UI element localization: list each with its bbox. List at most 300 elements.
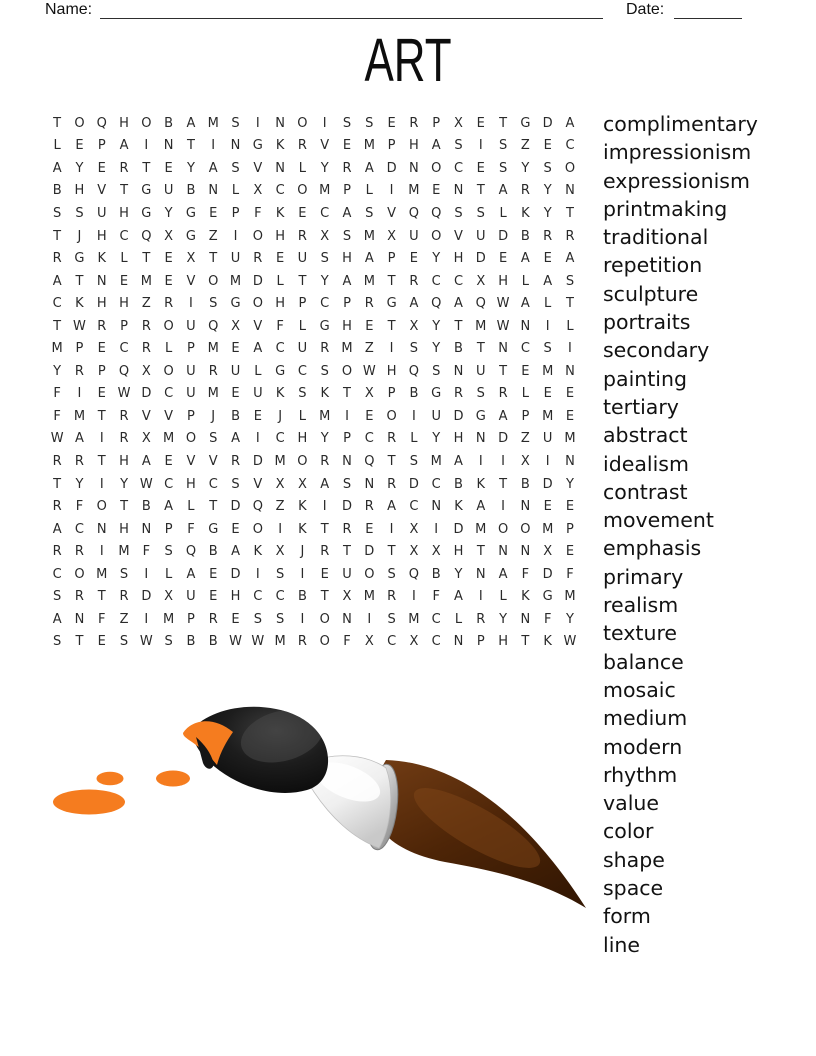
grid-letter-r16c2: R [74, 453, 84, 469]
grid-letter-r17c7: H [186, 476, 196, 492]
grid-letter-r23c19: L [454, 611, 463, 627]
grid-letter-r20c23: X [543, 544, 553, 560]
grid-letter-r19c14: R [342, 521, 352, 537]
grid-letter-r6c5: Q [141, 228, 152, 244]
grid-letter-r18c4: T [120, 499, 129, 515]
grid-letter-r1c14: S [342, 115, 352, 131]
grid-letter-r9c6: R [164, 296, 174, 312]
grid-letter-r22c22: K [521, 589, 530, 605]
grid-letter-r16c24: N [565, 453, 575, 469]
grid-letter-r23c23: F [543, 611, 552, 627]
grid-letter-r11c4: C [119, 341, 129, 357]
grid-letter-r17c6: C [164, 476, 174, 492]
grid-letter-r10c1: T [53, 318, 62, 334]
grid-letter-r6c11: H [275, 228, 285, 244]
grid-letter-r15c20: N [475, 431, 486, 447]
grid-letter-r3c18: O [431, 160, 442, 176]
grid-letter-r9c8: S [209, 296, 218, 312]
grid-letter-r13c15: X [364, 386, 374, 402]
grid-letter-r9c16: G [386, 296, 397, 312]
grid-letter-r19c23: M [542, 521, 554, 537]
grid-letter-r24c9: W [229, 634, 242, 650]
grid-letter-r7c12: U [297, 251, 308, 267]
grid-letter-r19c3: N [96, 521, 107, 537]
grid-letter-r6c8: Z [208, 228, 218, 244]
grid-letter-r1c1: T [53, 115, 62, 131]
grid-letter-r21c6: L [165, 566, 173, 582]
grid-letter-r8c4: E [119, 273, 129, 289]
grid-letter-r8c23: A [543, 273, 553, 289]
grid-letter-r21c7: A [186, 566, 196, 582]
grid-letter-r23c12: I [300, 611, 305, 627]
grid-letter-r17c23: D [542, 476, 553, 492]
word-list-item: traditional [603, 225, 709, 250]
grid-letter-r15c2: A [74, 431, 84, 447]
grid-letter-r17c24: Y [566, 476, 574, 492]
grid-letter-r7c24: A [565, 251, 575, 267]
grid-letter-r1c16: E [387, 115, 396, 131]
grid-letter-r5c6: Y [164, 205, 173, 221]
grid-letter-r24c3: E [97, 634, 106, 650]
grid-letter-r23c2: N [74, 611, 85, 627]
grid-letter-r21c16: S [387, 566, 396, 582]
grid-letter-r24c6: S [164, 634, 173, 650]
grid-letter-r15c7: O [185, 431, 197, 447]
grid-letter-r7c23: E [543, 251, 552, 267]
date-blank-line [674, 18, 742, 19]
grid-letter-r11c9: E [231, 341, 240, 357]
grid-letter-r7c19: H [453, 251, 464, 267]
grid-letter-r8c8: O [208, 273, 219, 289]
grid-letter-r20c10: K [253, 544, 263, 560]
grid-letter-r5c10: F [254, 205, 262, 221]
grid-letter-r2c13: V [320, 138, 330, 154]
grid-letter-r24c11: M [274, 634, 286, 650]
grid-letter-r10c3: R [97, 318, 107, 334]
grid-letter-r23c9: E [231, 611, 240, 627]
grid-letter-r8c16: T [387, 273, 396, 289]
grid-letter-r11c22: C [520, 341, 530, 357]
grid-letter-r12c1: Y [53, 363, 62, 379]
grid-letter-r11c21: N [498, 341, 508, 357]
grid-letter-r2c4: A [119, 138, 129, 154]
word-list-item: tertiary [603, 394, 679, 419]
grid-letter-r19c4: H [119, 521, 129, 537]
grid-letter-r18c19: K [454, 499, 463, 515]
grid-letter-r21c9: D [230, 566, 241, 582]
grid-letter-r5c1: S [53, 205, 62, 221]
grid-letter-r23c22: N [520, 611, 531, 627]
grid-letter-r12c24: N [565, 363, 575, 379]
grid-letter-r17c16: R [387, 476, 397, 492]
grid-letter-r23c17: M [408, 611, 420, 627]
grid-letter-r10c23: I [545, 318, 550, 334]
grid-letter-r8c6: E [164, 273, 173, 289]
grid-letter-r4c22: R [520, 183, 530, 199]
grid-letter-r22c12: B [297, 589, 307, 605]
grid-letter-r16c18: M [430, 453, 442, 469]
grid-letter-r14c22: P [521, 408, 530, 424]
grid-letter-r3c9: S [231, 160, 240, 176]
grid-letter-r2c20: I [478, 138, 483, 154]
grid-letter-r12c8: R [208, 363, 218, 379]
grid-letter-r20c9: A [231, 544, 240, 560]
grid-letter-r15c19: H [453, 431, 464, 447]
grid-letter-r6c12: R [297, 228, 307, 244]
grid-letter-r24c20: P [476, 634, 485, 650]
grid-letter-r14c12: L [298, 408, 307, 424]
grid-letter-r22c9: H [230, 589, 241, 605]
grid-letter-r12c7: U [186, 363, 196, 379]
word-list-item: abstract [603, 423, 688, 448]
grid-letter-r2c14: E [342, 138, 352, 154]
grid-letter-r19c2: C [74, 521, 84, 537]
word-list-item: line [603, 932, 640, 957]
grid-letter-r17c15: N [364, 476, 375, 492]
grid-letter-r15c5: X [141, 431, 151, 447]
grid-letter-r6c24: R [565, 228, 575, 244]
word-list-item: mosaic [603, 677, 676, 702]
grid-letter-r13c9: E [231, 386, 240, 402]
word-list-item: painting [603, 366, 688, 391]
grid-letter-r12c9: U [230, 363, 241, 379]
grid-letter-r8c14: A [342, 273, 352, 289]
grid-letter-r15c11: C [275, 431, 285, 447]
grid-letter-r17c2: Y [75, 476, 84, 492]
grid-letter-r14c2: M [73, 408, 86, 424]
grid-letter-r23c18: C [431, 611, 441, 627]
grid-letter-r19c18: I [434, 521, 439, 537]
grid-letter-r17c22: B [520, 476, 530, 492]
grid-letter-r24c17: X [409, 634, 419, 650]
grid-letter-r24c21: H [498, 634, 508, 650]
grid-letter-r21c11: S [275, 566, 285, 582]
grid-letter-r16c21: I [501, 453, 505, 469]
grid-letter-r7c22: A [520, 251, 530, 267]
grid-letter-r4c8: N [208, 183, 219, 199]
grid-letter-r3c21: S [498, 160, 508, 176]
grid-letter-r13c16: P [387, 386, 396, 402]
grid-letter-r21c3: M [96, 566, 108, 582]
grid-letter-r13c7: U [186, 386, 196, 402]
word-list-item: expressionism [603, 168, 750, 193]
grid-letter-r8c18: C [431, 273, 441, 289]
grid-letter-r2c2: E [75, 138, 84, 154]
grid-letter-r16c12: O [297, 453, 308, 469]
grid-letter-r1c13: I [322, 115, 327, 131]
grid-letter-r2c10: G [252, 138, 263, 154]
grid-letter-r5c7: G [185, 205, 196, 221]
grid-letter-r1c12: O [297, 115, 308, 131]
grid-letter-r13c5: D [141, 386, 152, 402]
grid-letter-r15c22: Z [520, 431, 530, 447]
grid-letter-r8c3: N [96, 273, 107, 289]
grid-letter-r3c5: T [142, 160, 151, 176]
grid-letter-r8c22: L [521, 273, 529, 289]
grid-letter-r19c9: E [231, 521, 240, 537]
grid-letter-r17c12: X [297, 476, 307, 492]
grid-letter-r7c6: E [164, 251, 173, 267]
grid-letter-r20c16: T [387, 544, 396, 560]
grid-letter-r21c19: Y [454, 566, 463, 582]
grid-letter-r14c13: M [319, 408, 331, 424]
grid-letter-r24c14: F [343, 634, 351, 650]
grid-letter-r15c17: L [410, 431, 418, 447]
grid-letter-r1c19: X [454, 115, 463, 131]
grid-letter-r21c20: N [475, 566, 486, 582]
grid-letter-r19c15: E [365, 521, 374, 537]
grid-letter-r10c2: W [73, 318, 86, 334]
grid-letter-r5c3: U [96, 205, 107, 221]
grid-letter-r16c1: R [52, 453, 62, 469]
grid-letter-r22c7: U [186, 589, 196, 605]
grid-letter-r22c20: I [478, 589, 483, 605]
grid-letter-r9c12: P [298, 296, 307, 312]
grid-letter-r9c3: H [96, 296, 107, 312]
grid-letter-r17c8: C [208, 476, 218, 492]
grid-letter-r14c18: U [431, 408, 441, 424]
grid-letter-r21c23: D [542, 566, 553, 582]
grid-letter-r16c14: N [342, 453, 352, 469]
grid-letter-r3c12: L [298, 160, 307, 176]
grid-letter-r2c17: H [409, 138, 419, 154]
grid-letter-r7c9: U [230, 251, 241, 267]
grid-letter-r19c13: T [320, 521, 329, 537]
letter-grid [46, 112, 581, 653]
grid-letter-r18c6: A [164, 499, 174, 515]
word-list-item: contrast [603, 479, 688, 504]
grid-letter-r4c14: P [343, 183, 351, 199]
grid-letter-r15c1: W [50, 431, 64, 447]
grid-letter-r21c13: E [320, 566, 329, 582]
grid-letter-r20c14: T [343, 544, 351, 560]
grid-letter-r12c3: P [97, 363, 106, 379]
grid-letter-r2c8: I [211, 138, 216, 154]
grid-letter-r15c8: S [209, 431, 218, 447]
grid-letter-r16c8: V [208, 453, 218, 469]
grid-letter-r19c21: O [497, 521, 509, 537]
grid-letter-r14c7: P [187, 408, 195, 424]
grid-letter-r5c18: Q [431, 205, 442, 221]
word-list-item: repetition [603, 253, 703, 278]
grid-letter-r2c23: E [543, 138, 552, 154]
grid-letter-r8c24: S [565, 273, 575, 289]
grid-letter-r10c24: L [566, 318, 574, 334]
grid-letter-r2c11: K [275, 138, 285, 154]
grid-letter-r22c23: G [542, 589, 553, 605]
grid-letter-r3c10: V [253, 160, 263, 176]
grid-letter-r24c13: O [319, 634, 330, 650]
grid-letter-r17c14: S [342, 476, 352, 492]
grid-letter-r16c3: T [97, 453, 106, 469]
grid-letter-r14c16: O [386, 408, 397, 424]
grid-letter-r24c16: C [387, 634, 397, 650]
grid-letter-r21c24: F [566, 566, 574, 582]
grid-letter-r15c6: M [163, 431, 175, 447]
grid-letter-r15c23: U [542, 431, 553, 447]
grid-letter-r17c9: S [231, 476, 240, 492]
grid-letter-r20c3: I [99, 544, 104, 560]
grid-letter-r9c19: A [454, 296, 463, 312]
grid-letter-r12c2: R [74, 363, 84, 379]
grid-letter-r22c6: X [164, 589, 174, 605]
grid-letter-r21c15: O [364, 566, 375, 582]
grid-letter-r5c17: Q [408, 205, 420, 221]
grid-letter-r7c1: R [52, 251, 62, 267]
grid-letter-r11c12: U [297, 341, 308, 357]
grid-letter-r3c24: O [564, 160, 576, 176]
grid-letter-r4c21: A [498, 183, 508, 199]
grid-letter-r4c4: T [120, 183, 129, 199]
grid-letter-r18c22: N [520, 499, 531, 515]
grid-letter-r6c3: H [96, 228, 107, 244]
grid-letter-r14c1: F [53, 408, 61, 424]
grid-letter-r24c2: T [75, 634, 84, 650]
grid-letter-r24c18: C [431, 634, 441, 650]
grid-letter-r21c8: E [209, 566, 218, 582]
grid-letter-r21c10: I [255, 566, 260, 582]
grid-letter-r3c2: Y [75, 160, 84, 176]
grid-letter-r16c7: V [186, 453, 196, 469]
grid-letter-r20c12: J [300, 544, 305, 560]
grid-letter-r12c19: N [453, 363, 464, 379]
grid-letter-r17c5: W [139, 476, 153, 492]
grid-letter-r23c1: A [52, 611, 62, 627]
grid-letter-r11c6: L [165, 341, 173, 357]
grid-letter-r4c10: X [253, 183, 263, 199]
grid-letter-r5c2: S [75, 205, 84, 221]
grid-letter-r12c14: O [341, 363, 353, 379]
grid-letter-r21c1: C [52, 566, 62, 582]
grid-letter-r10c18: Y [432, 318, 441, 334]
grid-letter-r9c21: W [496, 296, 510, 312]
grid-letter-r13c6: C [164, 386, 174, 402]
grid-letter-r6c18: O [431, 228, 442, 244]
grid-letter-r24c10: W [251, 634, 265, 650]
grid-letter-r15c16: R [387, 431, 397, 447]
grid-letter-r22c2: R [74, 589, 84, 605]
grid-letter-r8c19: C [453, 273, 464, 289]
grid-letter-r8c20: X [476, 273, 486, 289]
grid-letter-r10c19: T [454, 318, 463, 334]
grid-letter-r11c7: P [187, 341, 195, 357]
grid-letter-r6c14: S [342, 228, 352, 244]
word-list-item: medium [603, 706, 688, 731]
grid-letter-r2c24: C [565, 138, 575, 154]
grid-letter-r6c4: C [119, 228, 129, 244]
grid-letter-r22c4: R [119, 589, 129, 605]
grid-letter-r11c18: Y [432, 341, 441, 357]
grid-letter-r5c14: A [342, 205, 352, 221]
grid-letter-r10c21: W [496, 318, 510, 334]
grid-letter-r23c8: R [208, 611, 218, 627]
grid-letter-r2c5: I [144, 138, 149, 154]
grid-letter-r3c14: R [342, 160, 352, 176]
grid-letter-r16c23: I [545, 453, 550, 469]
grid-letter-r15c21: D [498, 431, 509, 447]
grid-letter-r22c17: I [411, 589, 416, 605]
grid-letter-r14c23: M [542, 408, 554, 424]
grid-letter-r5c20: S [476, 205, 485, 221]
grid-letter-r18c23: E [543, 499, 552, 515]
grid-letter-r19c16: I [389, 521, 394, 537]
grid-letter-r19c8: G [208, 521, 219, 537]
grid-letter-r5c11: K [275, 205, 285, 221]
grid-letter-r14c4: R [119, 408, 129, 424]
grid-letter-r3c22: Y [521, 160, 530, 176]
grid-letter-r17c21: T [499, 476, 508, 492]
grid-letter-r2c7: T [186, 138, 195, 154]
grid-letter-r23c3: F [98, 611, 106, 627]
grid-letter-r6c7: G [185, 228, 196, 244]
grid-letter-r9c10: O [252, 296, 263, 312]
word-list [603, 110, 758, 959]
grid-letter-r13c18: G [431, 386, 442, 402]
grid-letter-r12c18: S [432, 363, 441, 379]
grid-letter-r16c20: I [478, 453, 483, 469]
grid-letter-r12c10: L [254, 363, 262, 379]
grid-letter-r21c2: O [74, 566, 85, 582]
grid-letter-r7c15: A [364, 251, 374, 267]
grid-letter-r24c1: S [53, 634, 62, 650]
grid-letter-r12c6: O [163, 363, 174, 379]
grid-letter-r14c15: E [365, 408, 374, 424]
grid-letter-r13c12: S [298, 386, 307, 402]
grid-letter-r20c7: Q [185, 544, 197, 560]
grid-letter-r15c18: Y [432, 431, 441, 447]
grid-letter-r15c3: I [99, 431, 104, 447]
word-list-item: texture [603, 621, 678, 646]
grid-letter-r23c10: S [253, 611, 262, 627]
grid-letter-r16c16: T [387, 453, 396, 469]
grid-letter-r4c15: L [365, 183, 373, 199]
grid-letter-r20c19: H [453, 544, 464, 560]
grid-letter-r19c17: X [409, 521, 419, 537]
grid-letter-r10c9: X [231, 318, 240, 334]
brush-handle [377, 760, 586, 908]
grid-letter-r21c14: U [342, 566, 352, 582]
grid-letter-r15c10: I [255, 431, 260, 447]
grid-letter-r12c17: Q [408, 363, 420, 379]
grid-letter-r1c2: O [74, 115, 85, 131]
grid-letter-r8c15: M [363, 273, 375, 289]
grid-letter-r9c7: I [189, 296, 193, 312]
grid-letter-r13c22: L [521, 386, 529, 402]
grid-letter-r8c10: D [252, 273, 263, 289]
grid-letter-r22c8: E [209, 589, 218, 605]
grid-letter-r1c4: H [119, 115, 129, 131]
grid-letter-r16c17: S [409, 453, 419, 469]
grid-letter-r20c1: R [52, 544, 62, 560]
grid-letter-r9c1: C [52, 296, 62, 312]
grid-letter-r20c5: F [142, 544, 151, 560]
grid-letter-r9c15: R [364, 296, 374, 312]
grid-letter-r6c15: M [363, 228, 375, 244]
grid-letter-r23c16: S [387, 611, 396, 627]
grid-letter-r2c15: M [363, 138, 375, 154]
grid-letter-r11c2: P [75, 341, 84, 357]
grid-letter-r13c14: T [343, 386, 351, 402]
grid-letter-r1c6: B [164, 115, 174, 131]
grid-letter-r22c14: X [342, 589, 352, 605]
grid-letter-r13c13: K [320, 386, 329, 402]
grid-letter-r3c11: N [275, 160, 285, 176]
date-label: Date: [626, 1, 665, 18]
grid-letter-r7c16: P [387, 251, 396, 267]
grid-letter-r8c9: M [229, 273, 242, 289]
grid-letter-r7c3: K [97, 251, 106, 267]
grid-letter-r10c17: X [409, 318, 419, 334]
